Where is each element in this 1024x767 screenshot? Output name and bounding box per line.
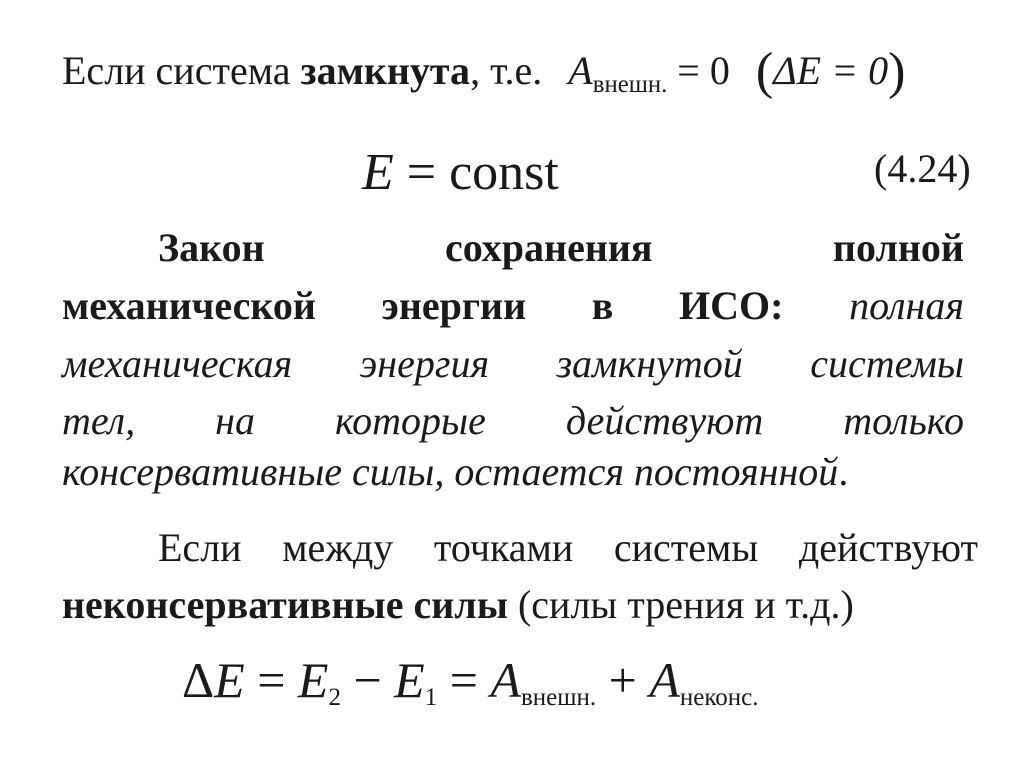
- a-noncons-var: A: [649, 652, 680, 708]
- a-ext-var: A: [490, 652, 521, 708]
- work-external-formula: [568, 48, 730, 98]
- para2-word: между: [282, 525, 394, 570]
- equals: =: [244, 652, 298, 708]
- law-word: системы: [810, 341, 964, 386]
- open-paren: (: [755, 43, 774, 100]
- e2-sub: 2: [328, 684, 341, 711]
- law-line-4: [62, 393, 964, 449]
- e1-var: E: [394, 652, 425, 708]
- law-line-1: [158, 220, 964, 276]
- law-period: .: [838, 449, 849, 494]
- law-word: механической: [62, 283, 316, 328]
- law-word: замкнутой: [556, 341, 743, 386]
- law-word: энергии: [381, 283, 527, 328]
- law-word: тел,: [62, 398, 136, 443]
- law-word: которые: [334, 398, 486, 443]
- law-word: Закон: [158, 225, 265, 270]
- law-word: ИСО:: [679, 283, 784, 328]
- para2-word: Если: [158, 525, 242, 570]
- intro-text: Если система: [62, 48, 301, 93]
- delta-symbol: Δ: [182, 652, 215, 708]
- a-noncons-sub: неконс.: [679, 684, 759, 711]
- law-line-2: [62, 278, 964, 334]
- energy-const-equation: [362, 138, 559, 208]
- e2-var: E: [297, 652, 329, 708]
- para2-word: действуют: [798, 525, 978, 570]
- energy-change-equation: [182, 645, 758, 733]
- para2-word: системы: [613, 525, 759, 570]
- e-var: E: [214, 652, 245, 708]
- work-var: A: [568, 48, 593, 93]
- e1-sub: 1: [424, 684, 438, 711]
- minus: −: [340, 652, 395, 708]
- equation-number: (4.24): [874, 146, 971, 191]
- delta-e-body: ΔE = 0: [773, 48, 889, 93]
- para2-line-2: [62, 577, 854, 633]
- a-ext-sub: внешн.: [520, 684, 597, 711]
- delta-e-formula: [755, 43, 906, 100]
- energy-var: E: [362, 144, 394, 201]
- law-word: полной: [832, 225, 964, 270]
- para2-plain: (силы трения и т.д.): [507, 582, 854, 627]
- close-paren: ): [888, 43, 906, 100]
- law-word: механическая: [62, 341, 293, 386]
- para2-bold: неконсервативные силы: [62, 582, 508, 627]
- law-word: действуют: [565, 398, 764, 443]
- intro-line: [62, 42, 905, 114]
- work-sub: внешн.: [592, 70, 668, 98]
- para2-word: точками: [433, 525, 574, 570]
- intro-bold-word: замкнута: [300, 48, 471, 93]
- law-word: сохранения: [445, 225, 653, 270]
- plus: +: [596, 652, 650, 708]
- law-last-text: консервативные силы, остается постоянной: [62, 449, 839, 494]
- intro-after: , т.е.: [470, 48, 543, 93]
- work-rest: = 0: [667, 48, 730, 93]
- law-word: только: [843, 398, 964, 443]
- para2-line-1: [158, 520, 978, 576]
- law-word: энергия: [359, 341, 490, 386]
- law-word: в: [591, 283, 614, 328]
- energy-rhs: = const: [393, 144, 559, 201]
- equals-2: =: [437, 652, 491, 708]
- law-word: на: [215, 398, 255, 443]
- law-line-5: [62, 444, 848, 500]
- law-word: полная: [849, 283, 964, 328]
- law-line-3: [62, 336, 964, 392]
